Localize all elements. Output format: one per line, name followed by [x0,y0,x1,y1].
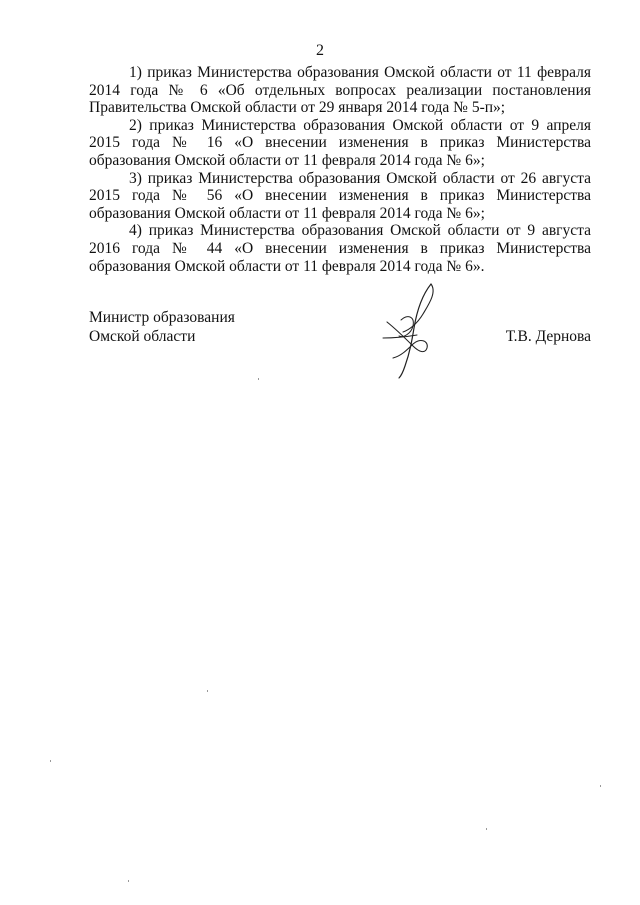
signatory-title-line: Омской области [89,328,196,345]
list-item: 1) приказ Министерства образования Омской области от 11 февраля 2014 года № 6 «Об отдельных вопросах реализации постановления Правительства Омской области от 29 января 2014 года № 5-п»; [89,64,591,117]
scan-speck [50,760,51,762]
scan-speck [600,785,601,787]
page-number: 2 [316,42,324,59]
scan-speck [207,690,208,692]
scan-speck [128,880,129,882]
repealed-orders-list [89,64,591,275]
signatory-title [89,308,235,346]
list-item: 4) приказ Министерства образования Омской области от 9 августа 2016 года № 44 «О внесении изменения в приказ Министерства образования Омской области от 11 февраля 2014 года № 6». [89,222,591,275]
signature-block [89,308,591,388]
signatory-name: Т.В. Дернова [505,328,591,345]
scan-speck [258,378,259,380]
signatory-title-line: Министр образования [89,309,235,326]
handwritten-signature [379,280,439,380]
scan-speck [486,828,487,830]
list-item: 3) приказ Министерства образования Омской области от 26 августа 2015 года № 56 «О внесении изменения в приказ Министерства образования Омской области от 11 февраля 2014 года № 6»; [89,169,591,222]
list-item: 2) приказ Министерства образования Омской области от 9 апреля 2015 года № 16 «О внесении изменения в приказ Министерства образования Омской области от 11 февраля 2014 года № 6»; [89,116,591,169]
